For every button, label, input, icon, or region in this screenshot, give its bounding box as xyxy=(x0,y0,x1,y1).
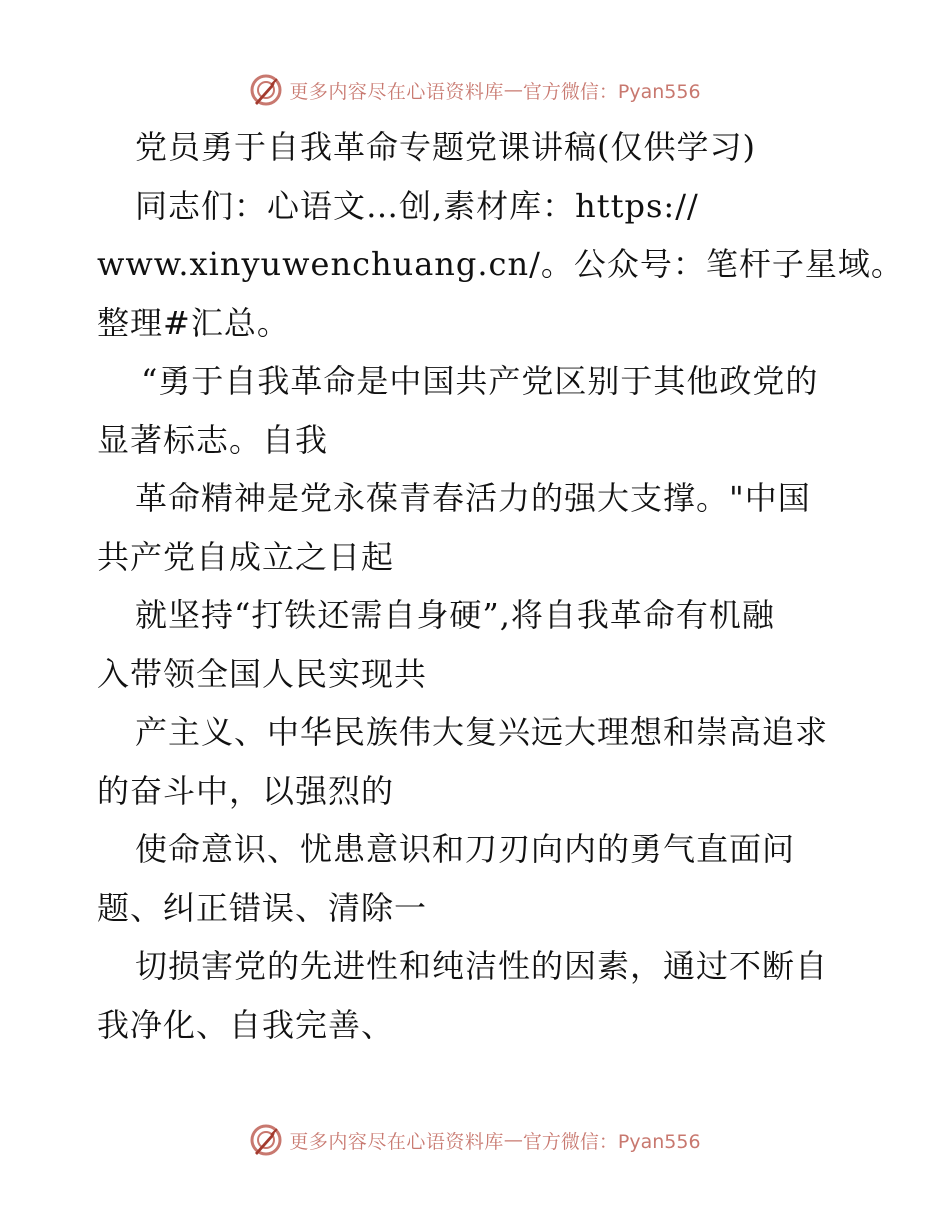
text-line: 革命精神是党永葆青春活力的强大支撑。"中国 xyxy=(135,479,811,517)
text-line: 我净化、自我完善、 xyxy=(97,1005,395,1044)
text-line: 就坚持“打铁还需自身硬”,将自我革命有机融 xyxy=(135,596,775,634)
text-line: “勇于自我革命是中国共产党区别于其他政党的 xyxy=(141,362,819,400)
banner-contact: 官方微信：Pyan556 xyxy=(522,80,701,103)
header-banner xyxy=(0,70,950,110)
text-line: 使命意识、忧患意识和刀刃向内的勇气直面问 xyxy=(135,830,796,868)
footer-banner xyxy=(0,1120,950,1160)
text-line: 显著标志。自我 xyxy=(97,420,329,459)
text-line: 入带领全国人民实现共 xyxy=(97,654,428,693)
text-line: 产主义、中华民族伟大复兴远大理想和崇高追求 xyxy=(135,713,829,751)
document-body xyxy=(97,118,904,1054)
banner-contact: 官方微信：Pyan556 xyxy=(522,1130,701,1153)
text-line: 题、纠正错误、清除一 xyxy=(97,888,428,927)
text-line: 同志们：心语文…创,素材库：https:// xyxy=(135,186,699,225)
pen-logo-icon xyxy=(249,73,283,107)
text-line: 共产党自成立之日起 xyxy=(97,537,395,576)
pen-logo-icon xyxy=(249,1123,283,1157)
banner-title: 更多内容尽在心语资料库 xyxy=(289,1130,504,1153)
doc-title: 党员勇于自我革命专题党课讲稿(仅供学习) xyxy=(135,128,756,166)
text-line: 的奋斗中，以强烈的 xyxy=(97,771,395,810)
banner-separator: — xyxy=(503,1129,523,1151)
text-line: 整理#汇总。 xyxy=(97,303,290,342)
text-line: 切损害党的先进性和纯洁性的因素，通过不断自 xyxy=(135,947,829,985)
banner-title: 更多内容尽在心语资料库 xyxy=(289,80,504,103)
text-line: www.xinyuwenchuang.cn/。公众号：笔杆子星域。 xyxy=(97,245,904,283)
banner-separator: — xyxy=(503,79,523,101)
